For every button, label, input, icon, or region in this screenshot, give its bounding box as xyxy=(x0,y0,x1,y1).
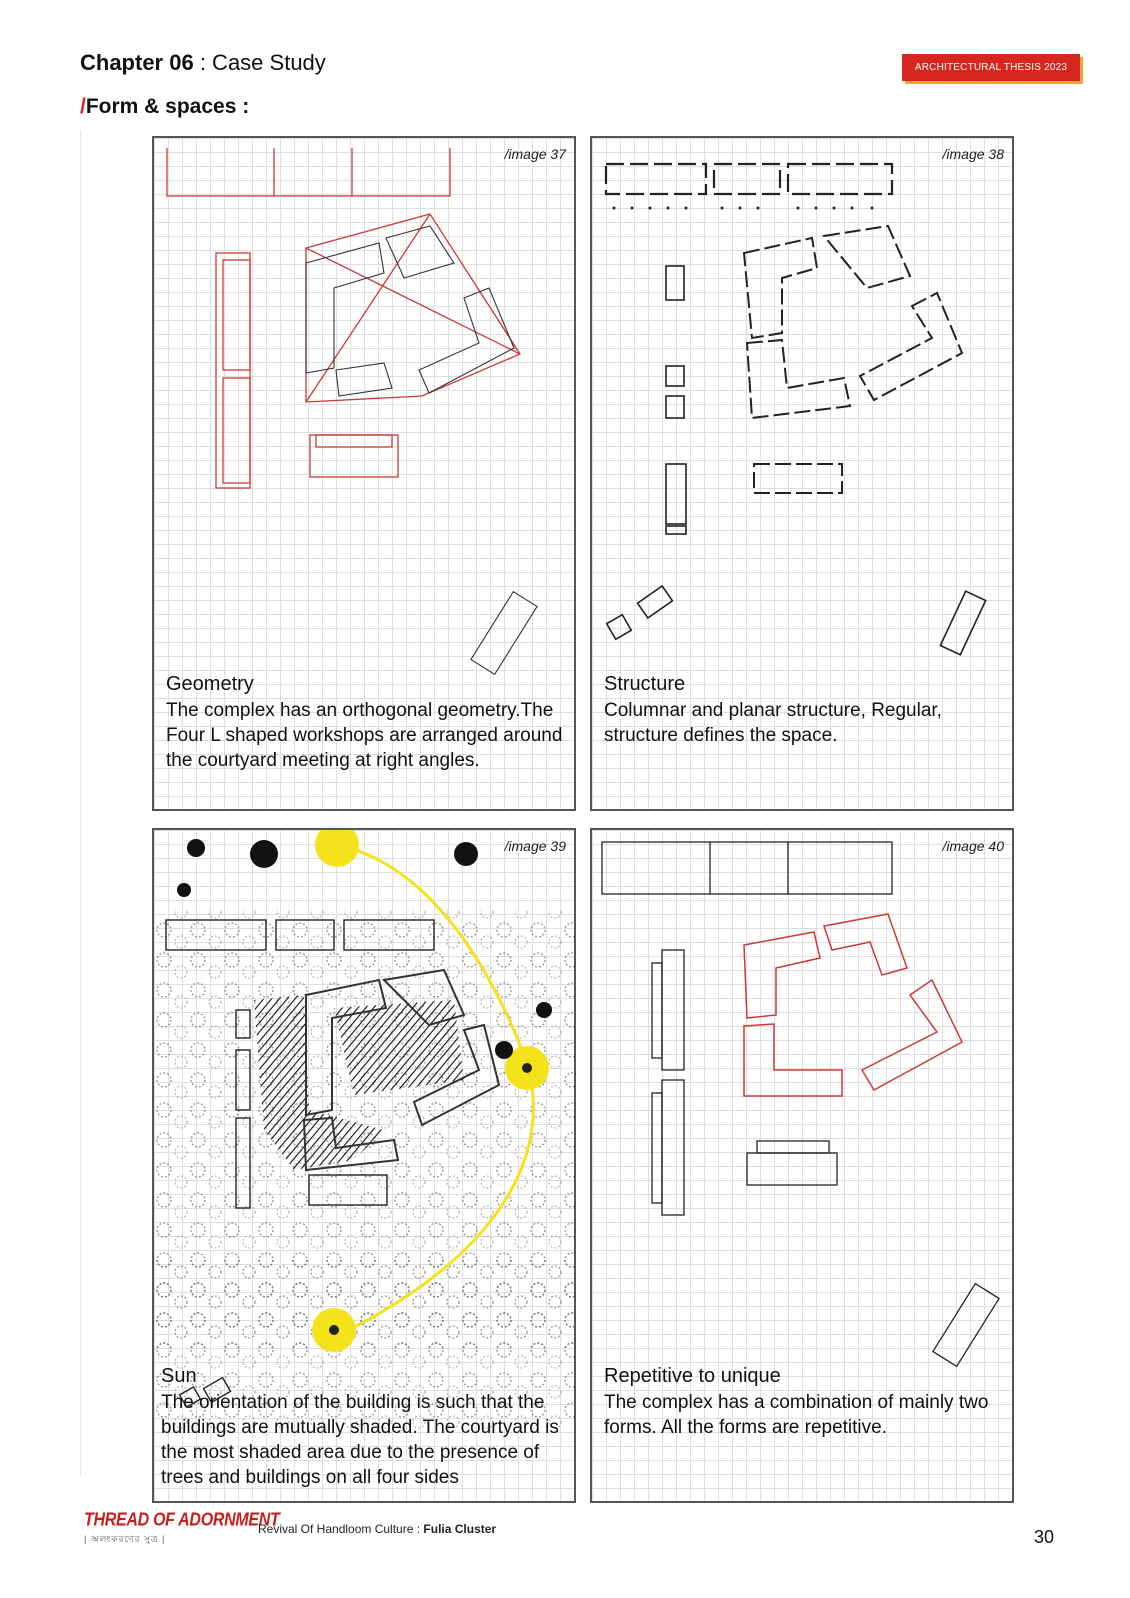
brand-subtitle: | অলংকরণের সুত্র | xyxy=(84,1534,166,1544)
thesis-badge: ARCHITECTURAL THESIS 2023 xyxy=(902,54,1080,81)
caption-heading: Repetitive to unique xyxy=(604,1365,781,1387)
caption-text: Columnar and planar structure, Regular, structure defines the space. xyxy=(604,700,942,746)
caption-heading: Structure xyxy=(604,673,686,695)
panel-repetitive-to-unique xyxy=(590,828,1014,1503)
caption-sun xyxy=(161,1365,566,1490)
image-label: /image 37 xyxy=(504,146,566,162)
image-label: /image 40 xyxy=(942,838,1004,854)
footer-brand xyxy=(84,1512,279,1547)
caption-geometry xyxy=(166,673,566,773)
footer-tagline: Revival Of Handloom Culture : Fulia Cluster xyxy=(258,1522,497,1536)
caption-text: The complex has an orthogonal geometry.The Four L shaped workshops are arranged around the courtyard meeting at right angles. xyxy=(166,700,563,771)
panel-sun xyxy=(152,828,576,1503)
caption-text: The orientation of the building is such that the buildings are mutually shaded. The courtyard is the most shaded area due to the presence of trees and buildings on all four sides xyxy=(161,1392,559,1488)
page-number: 30 xyxy=(1033,1527,1054,1547)
left-margin-rule xyxy=(80,130,81,1475)
panel-geometry xyxy=(152,136,576,811)
caption-heading: Geometry xyxy=(166,673,254,695)
image-label: /image 38 xyxy=(942,146,1004,162)
caption-text: The complex has a combination of mainly two forms. All the forms are repetitive. xyxy=(604,1392,989,1438)
caption-repetitive xyxy=(604,1365,1004,1440)
caption-structure xyxy=(604,673,1004,748)
brand-logo-text: THREAD OF ADORNMENT xyxy=(84,1510,280,1531)
panel-structure xyxy=(590,136,1014,811)
caption-heading: Sun xyxy=(161,1365,197,1387)
image-label: /image 39 xyxy=(504,838,566,854)
section-title: /Form & spaces : xyxy=(80,95,250,118)
chapter-title: Chapter 06 : Case Study xyxy=(80,50,326,75)
